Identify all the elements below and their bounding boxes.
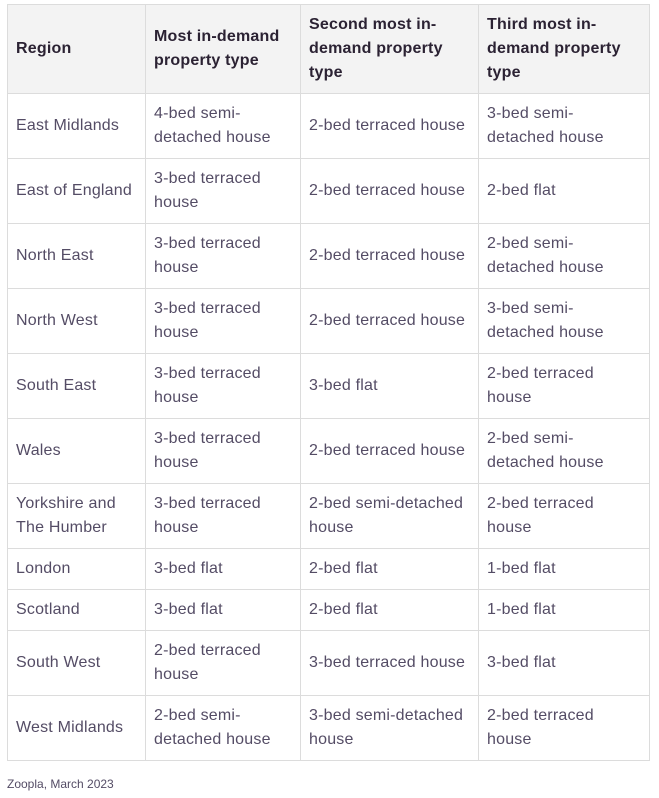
header-third-most-in-demand: Third most in-demand property type [479,5,650,94]
third-choice-cell: 2-bed semi-detached house [479,419,650,484]
third-choice-cell: 1-bed flat [479,549,650,590]
table-row [8,94,650,159]
region-cell: London [8,549,146,590]
first-choice-cell: 4-bed semi-detached house [146,94,301,159]
first-choice-cell: 3-bed terraced house [146,484,301,549]
first-choice-cell: 2-bed semi-detached house [146,696,301,761]
second-choice-cell: 2-bed terraced house [301,289,479,354]
first-choice-cell: 3-bed flat [146,590,301,631]
second-choice-cell: 2-bed flat [301,590,479,631]
property-demand-table [7,4,650,761]
header-second-most-in-demand: Second most in-demand property type [301,5,479,94]
table-row [8,354,650,419]
first-choice-cell: 3-bed terraced house [146,419,301,484]
table-header [8,5,650,94]
first-choice-cell: 3-bed flat [146,549,301,590]
third-choice-cell: 3-bed semi-detached house [479,94,650,159]
second-choice-cell: 2-bed flat [301,549,479,590]
region-cell: East of England [8,159,146,224]
region-cell: North East [8,224,146,289]
second-choice-cell: 2-bed terraced house [301,224,479,289]
first-choice-cell: 3-bed terraced house [146,224,301,289]
second-choice-cell: 3-bed flat [301,354,479,419]
region-cell: Scotland [8,590,146,631]
third-choice-cell: 2-bed terraced house [479,354,650,419]
region-cell: Yorkshire and The Humber [8,484,146,549]
table-row [8,419,650,484]
second-choice-cell: 3-bed terraced house [301,631,479,696]
source-caption: Zoopla, March 2023 [7,777,114,791]
region-cell: North West [8,289,146,354]
third-choice-cell: 2-bed semi-detached house [479,224,650,289]
first-choice-cell: 3-bed terraced house [146,289,301,354]
table-row [8,484,650,549]
region-cell: Wales [8,419,146,484]
second-choice-cell: 2-bed terraced house [301,94,479,159]
table-row [8,696,650,761]
second-choice-cell: 2-bed terraced house [301,159,479,224]
table-body [8,94,650,761]
first-choice-cell: 2-bed terraced house [146,631,301,696]
third-choice-cell: 1-bed flat [479,590,650,631]
third-choice-cell: 3-bed flat [479,631,650,696]
table-row [8,631,650,696]
third-choice-cell: 2-bed terraced house [479,696,650,761]
region-cell: South East [8,354,146,419]
second-choice-cell: 2-bed terraced house [301,419,479,484]
table-row [8,159,650,224]
third-choice-cell: 3-bed semi-detached house [479,289,650,354]
table-row [8,289,650,354]
region-cell: South West [8,631,146,696]
header-most-in-demand: Most in-demand property type [146,5,301,94]
third-choice-cell: 2-bed flat [479,159,650,224]
first-choice-cell: 3-bed terraced house [146,354,301,419]
region-cell: East Midlands [8,94,146,159]
header-row [8,5,650,94]
table-row [8,590,650,631]
third-choice-cell: 2-bed terraced house [479,484,650,549]
second-choice-cell: 2-bed semi-detached house [301,484,479,549]
table-row [8,224,650,289]
first-choice-cell: 3-bed terraced house [146,159,301,224]
header-region: Region [8,5,146,94]
region-cell: West Midlands [8,696,146,761]
second-choice-cell: 3-bed semi-detached house [301,696,479,761]
table-row [8,549,650,590]
